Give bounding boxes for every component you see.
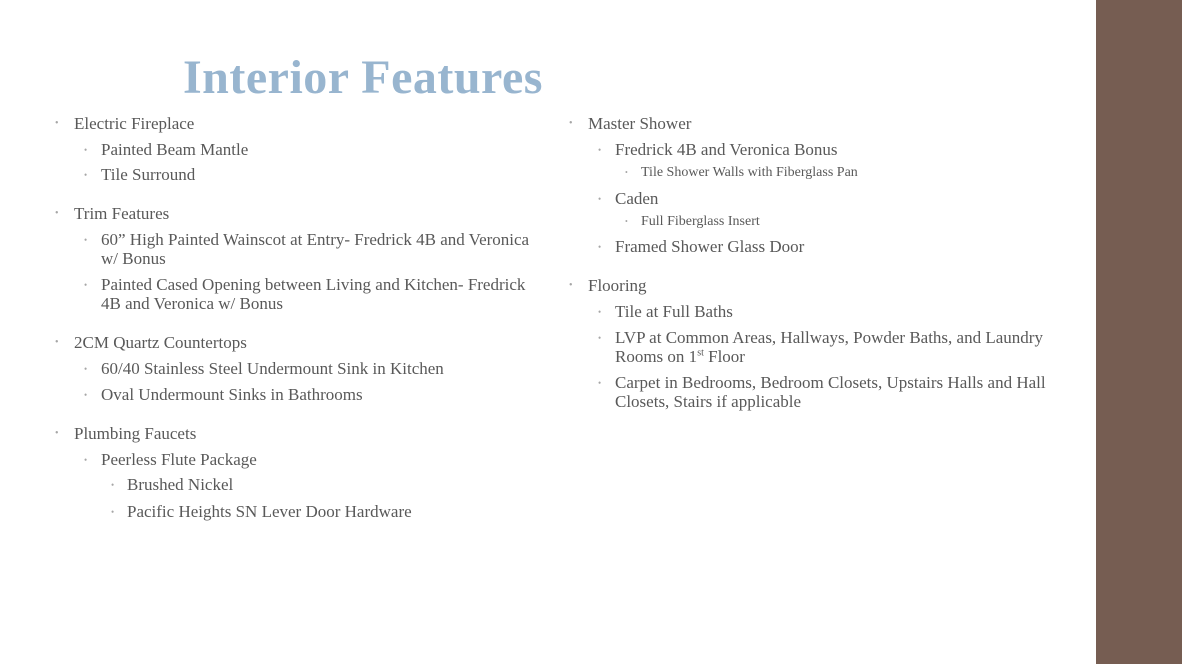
- list-item: • 60” High Painted Wainscot at Entry- Fredrick 4B and Veronica w/ Bonus: [84, 230, 530, 268]
- list-item: • Painted Beam Mantle: [84, 140, 249, 159]
- bullet-icon: •: [598, 333, 602, 343]
- bullet-icon: •: [111, 480, 115, 490]
- bullet-icon: •: [55, 428, 59, 439]
- list-item: • Pacific Heights SN Lever Door Hardware: [111, 502, 412, 521]
- bullet-icon: •: [84, 145, 88, 155]
- bullet-icon: •: [84, 280, 88, 290]
- left-column: [52, 114, 547, 522]
- list-item: • Brushed Nickel: [111, 475, 234, 494]
- bullet-icon: •: [569, 118, 573, 129]
- bullet-icon: •: [598, 378, 602, 388]
- list-item: • LVP at Common Areas, Hallways, Powder Baths, and Laundry Rooms on 1st Floor: [598, 328, 1043, 366]
- bullet-icon: •: [84, 170, 88, 180]
- list-item: • Oval Undermount Sinks in Bathrooms: [84, 385, 363, 404]
- right-column: [566, 114, 1091, 411]
- list-item: • Electric Fireplace: [55, 114, 195, 133]
- bullet-icon: •: [55, 118, 59, 129]
- list-item: • Fredrick 4B and Veronica Bonus: [598, 140, 838, 159]
- bullet-icon: •: [598, 307, 602, 317]
- list-item: • Tile Shower Walls with Fiberglass Pan: [625, 165, 858, 180]
- bullet-icon: •: [55, 337, 59, 348]
- bullet-icon: •: [625, 217, 628, 226]
- bullet-icon: •: [111, 507, 115, 517]
- bullet-icon: •: [569, 280, 573, 291]
- list-item: • Peerless Flute Package: [84, 450, 257, 469]
- list-item: • Plumbing Faucets: [55, 424, 197, 443]
- bullet-icon: •: [84, 364, 88, 374]
- bullet-icon: •: [55, 208, 59, 219]
- list-item: • Caden: [598, 189, 659, 208]
- list-item: • Carpet in Bedrooms, Bedroom Closets, Upstairs Halls and Hall Closets, Stairs if applicable: [598, 373, 1046, 411]
- list-item: • Master Shower: [569, 114, 692, 133]
- list-item: • 2CM Quartz Countertops: [55, 333, 247, 352]
- list-item: • Framed Shower Glass Door: [598, 237, 805, 256]
- bullet-icon: •: [598, 242, 602, 252]
- bullet-icon: •: [84, 390, 88, 400]
- list-item: • Flooring: [569, 276, 647, 295]
- list-item: • 60/40 Stainless Steel Undermount Sink in Kitchen: [84, 359, 444, 378]
- list-item: • Tile Surround: [84, 165, 196, 184]
- list-item: • Painted Cased Opening between Living and Kitchen- Fredrick 4B and Veronica w/ Bonus: [84, 275, 526, 313]
- list-item: • Trim Features: [55, 204, 170, 223]
- bullet-icon: •: [84, 455, 88, 465]
- page-title: Interior Features: [183, 51, 543, 104]
- bullet-icon: •: [84, 235, 88, 245]
- bullet-icon: •: [598, 145, 602, 155]
- bullet-icon: •: [625, 168, 628, 177]
- list-item: • Full Fiberglass Insert: [625, 214, 760, 229]
- bullet-icon: •: [598, 194, 602, 204]
- side-accent-bar: [1096, 0, 1182, 664]
- list-item: • Tile at Full Baths: [598, 302, 733, 321]
